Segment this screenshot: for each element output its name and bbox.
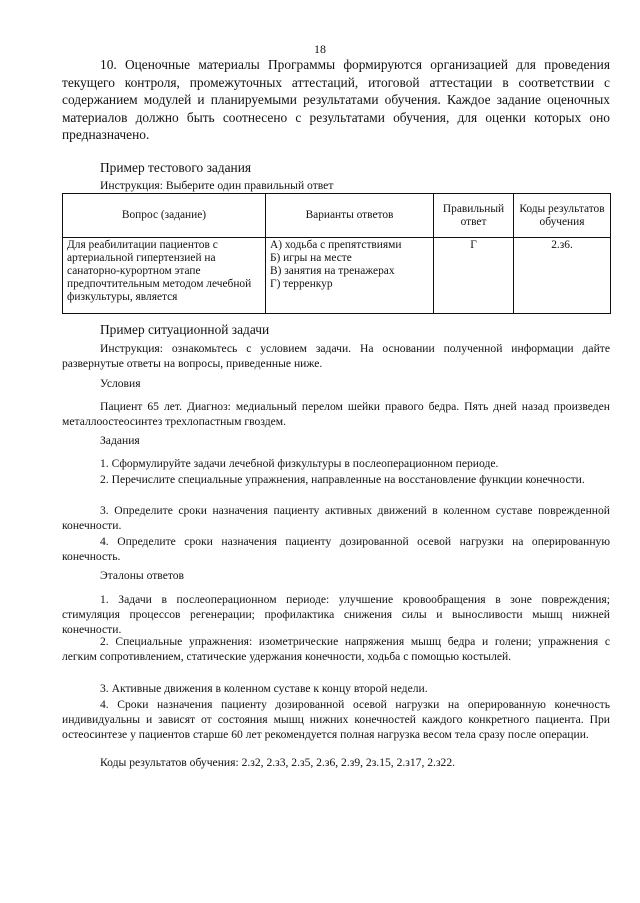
options-cell bbox=[266, 238, 434, 314]
intro-paragraph: 10. Оценочные материалы Программы формируются организацией для проведения текущего контроля, промежуточных аттестаций, итоговой аттестации в соответствии с содержанием модулей и планируемыми результатами обучения. Каждое задание оценочных материалов должно быть соотнесено с результатами обучения, для оценки которых оно предназначено. bbox=[62, 57, 610, 142]
option-b: Б) игры на месте bbox=[270, 252, 352, 264]
answer-item: 4. Сроки назначения пациенту дозированной осевой нагрузки на оперированную конечность индивидуальны и зависят от состояния мышц нижних конечностей каждого конкретного пациента. При остеосинтезе у пациентов старше 60 лет рекомендуется полная нагрузка весом тела сразу после операции. bbox=[62, 698, 610, 741]
task-item: 2. Перечислите специальные упражнения, направленные на восстановление функции конечности. bbox=[100, 473, 585, 486]
codes-cell: 2.з6. bbox=[514, 238, 611, 314]
header-options: Варианты ответов bbox=[266, 194, 434, 238]
option-d: Г) терренкур bbox=[270, 278, 333, 290]
test-table bbox=[62, 193, 611, 314]
option-a: А) ходьба с препятствиями bbox=[270, 239, 402, 251]
conditions-text: Пациент 65 лет. Диагноз: медиальный перелом шейки правого бедра. Пять дней назад произведен металлоостеосинтез трехлопастным гвоздем. bbox=[62, 400, 610, 428]
situational-heading: Пример ситуационной задачи bbox=[100, 322, 270, 337]
option-c: В) занятия на тренажерах bbox=[270, 265, 395, 277]
task-item: 3. Определите сроки назначения пациенту активных движений в коленном суставе поврежденной конечности. bbox=[62, 504, 610, 532]
question-cell: Для реабилитации пациентов с артериальной гипертензией на санаторно-курортном этапе предпочтительным методом лечебной физкультуры, является bbox=[63, 238, 266, 314]
answers-label: Эталоны ответов bbox=[100, 569, 185, 582]
table-header-row bbox=[63, 194, 611, 238]
result-codes: Коды результатов обучения: 2.з2, 2.з3, 2.з5, 2.з6, 2.з9, 2з.15, 2.з17, 2.з22. bbox=[100, 756, 456, 769]
answer-item: 3. Активные движения в коленном суставе к концу второй недели. bbox=[100, 682, 428, 695]
header-correct: Правильный ответ bbox=[434, 194, 514, 238]
task-item: 4. Определите сроки назначения пациенту дозированной осевой нагрузки на оперированную конечность. bbox=[62, 535, 610, 563]
answer-item: 2. Специальные упражнения: изометрические напряжения мышц бедра и голени; упражнения с легким сопротивлением, статические удержания конечности, ходьба с помощью костылей. bbox=[62, 635, 610, 663]
task-item: 1. Сформулируйте задачи лечебной физкультуры в послеоперационном периоде. bbox=[100, 457, 499, 470]
test-example-heading: Пример тестового задания bbox=[100, 160, 252, 175]
correct-answer-cell: Г bbox=[434, 238, 514, 314]
header-question: Вопрос (задание) bbox=[63, 194, 266, 238]
table-row bbox=[63, 238, 611, 314]
tasks-label: Задания bbox=[100, 434, 140, 447]
situational-instruction: Инструкция: ознакомьтесь с условием задачи. На основании полученной информации дайте развернутые ответы на вопросы, приведенные ниже. bbox=[62, 342, 610, 370]
header-codes: Коды результатов обучения bbox=[514, 194, 611, 238]
page-number: 18 bbox=[314, 42, 326, 56]
answer-item: 1. Задачи в послеоперационном периоде: улучшение кровообращения в зоне повреждения; стимуляция процессов регенерации; профилактика снижения силы и выносливости мышц нижней конечности. bbox=[62, 593, 610, 636]
conditions-label: Условия bbox=[100, 377, 141, 390]
test-instruction: Инструкция: Выберите один правильный ответ bbox=[100, 179, 334, 192]
